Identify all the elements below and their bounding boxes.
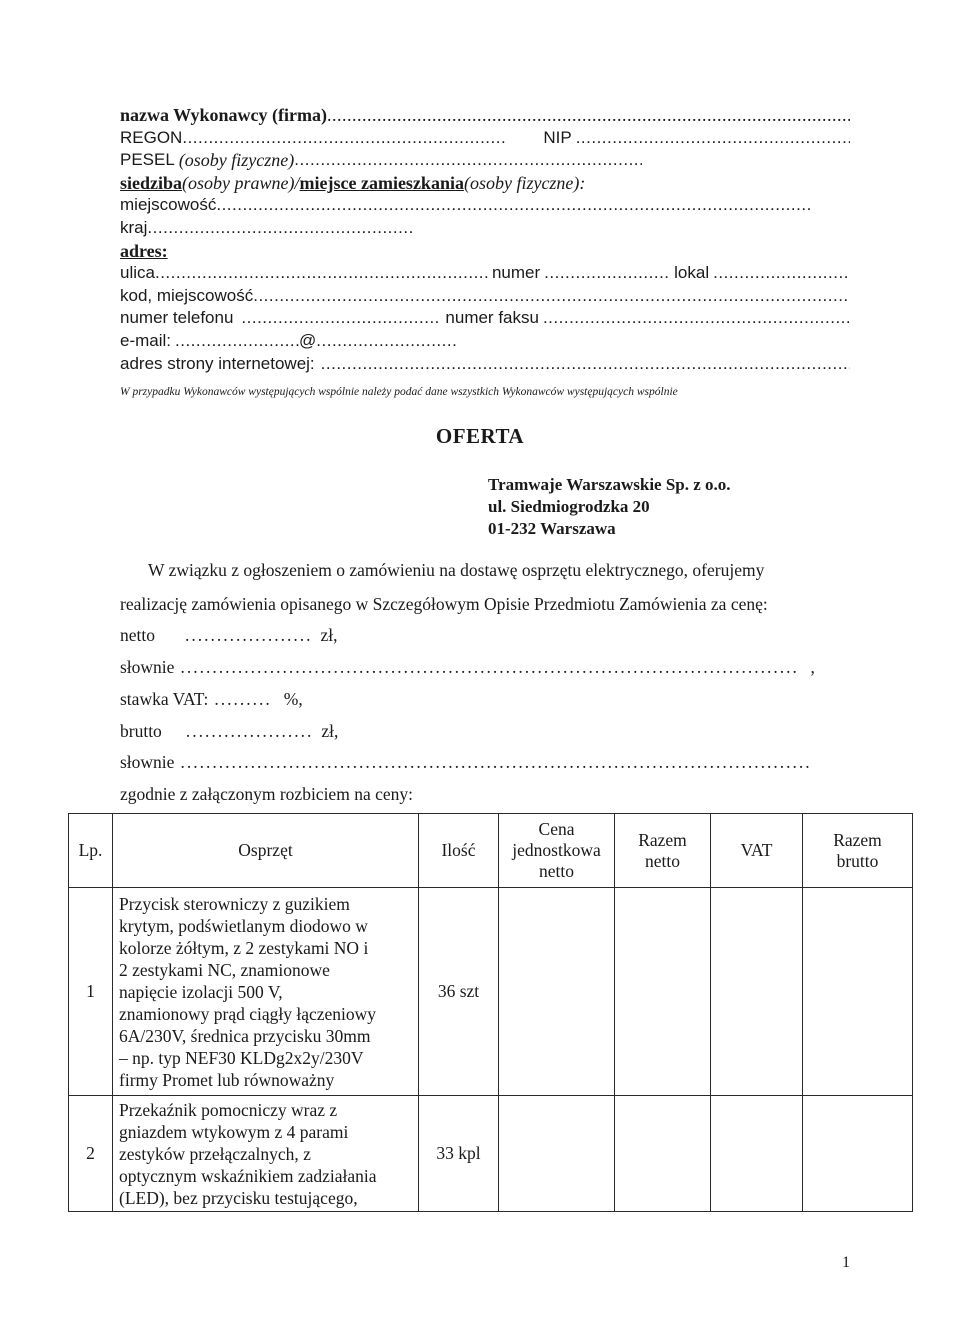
row-2-total-net[interactable]: [615, 1096, 711, 1212]
th-qty: Ilość: [419, 814, 499, 888]
row-1-desc-line: Przycisk sterowniczy z guzikiem: [119, 893, 350, 914]
pesel-label: PESEL: [120, 150, 175, 170]
email-row: [120, 330, 456, 353]
words-fill-1[interactable]: .................................................................................................: [180, 657, 799, 677]
email-label: e-mail:: [120, 330, 172, 350]
row-2-desc-line: Przekaźnik pomocniczy wraz z: [119, 1099, 338, 1120]
seat-label: siedziba: [120, 172, 183, 193]
pesel-note: (osoby fizyczne): [178, 150, 295, 171]
city-fill[interactable]: [216, 194, 810, 217]
www-fill[interactable]: [321, 353, 850, 376]
page-number: 1: [842, 1254, 850, 1271]
nip-fill[interactable]: [576, 127, 850, 150]
row-1-desc-line: firmy Promet lub równoważny: [119, 1069, 335, 1090]
words-label-2: słownie: [120, 752, 175, 772]
th-total-net-2: netto: [645, 850, 680, 871]
vat-fill[interactable]: .........: [214, 689, 272, 709]
row-1-desc-line: kolorze żółtym, z 2 zestykami NO i: [119, 937, 369, 958]
recipient-city: 01-232 Warszawa: [488, 519, 616, 538]
fax-label: numer faksu: [445, 308, 539, 328]
row-1-desc-line: – np. typ NEF30 KLDg2x2y/230V: [119, 1047, 364, 1068]
phone-label: numer telefonu: [120, 308, 234, 328]
seat-row: [120, 172, 850, 195]
email-fill-user[interactable]: [175, 330, 299, 353]
postal-row: [120, 285, 850, 308]
address-row: [120, 240, 850, 263]
postal-label: kod, miejscowość: [120, 285, 254, 305]
row-2-lp: 2: [69, 1096, 113, 1212]
offer-paragraph-2: realizację zamówienia opisanego w Szczegółowym Opisie Przedmiotu Zamówienia za cenę:: [120, 594, 768, 614]
netto-row: [120, 625, 338, 646]
row-2-qty: 33 kpl: [419, 1096, 499, 1212]
brutto-fill[interactable]: ....................: [185, 721, 314, 741]
phone-fill[interactable]: [241, 307, 441, 330]
city-row: [120, 194, 810, 217]
row-1-desc-line: napięcie izolacji 500 V,: [119, 981, 283, 1002]
row-1-lp: 1: [69, 888, 113, 1096]
company-row: [120, 104, 850, 127]
offer-title: OFERTA: [435, 424, 525, 448]
th-unit-price: [499, 814, 615, 888]
row-2-desc-line: optycznym wskaźnikiem zadziałania: [119, 1165, 377, 1186]
th-unit-price-2: jednostkowa: [512, 840, 601, 860]
table-header-row: [69, 814, 913, 888]
brutto-row: [120, 721, 338, 742]
street-row: [120, 262, 850, 285]
recipient-street: ul. Siedmiogrodzka 20: [488, 497, 650, 516]
nip-label: NIP: [543, 127, 572, 147]
seat-note-2: (osoby fizyczne):: [463, 172, 586, 193]
row-1-desc-line: znamionowy prąd ciągły łączeniowy: [119, 1003, 377, 1024]
th-item: Osprzęt: [113, 814, 419, 888]
row-1-unit-price[interactable]: [499, 888, 615, 1096]
words-row-1: [120, 657, 815, 678]
th-total-gross-2: brutto: [836, 850, 879, 871]
company-fill[interactable]: [327, 104, 850, 127]
regon-label: REGON: [120, 127, 183, 147]
th-total-gross: [803, 814, 913, 888]
regon-nip-row: [120, 127, 850, 150]
pesel-fill[interactable]: [294, 149, 642, 172]
table-row: [69, 1096, 913, 1212]
th-unit-price-3: netto: [539, 861, 574, 881]
row-1-desc-line: 6A/230V, średnica przycisku 30mm: [119, 1025, 371, 1046]
brutto-currency: zł,: [321, 721, 339, 741]
country-label: kraj: [120, 217, 148, 237]
th-unit-price-1: Cena: [538, 819, 575, 839]
row-2-unit-price[interactable]: [499, 1096, 615, 1212]
address-label: adres:: [120, 240, 168, 261]
vat-label: stawka VAT:: [120, 689, 209, 709]
postal-fill[interactable]: [253, 285, 850, 308]
vat-unit: %,: [283, 689, 303, 709]
th-lp: Lp.: [69, 814, 113, 888]
www-row: [120, 353, 850, 376]
apt-fill[interactable]: [713, 262, 850, 285]
row-2-desc: [113, 1096, 419, 1212]
number-label: numer: [491, 263, 541, 283]
breakdown-row: [120, 784, 413, 805]
words-fill-2[interactable]: ...................................................................................................: [180, 752, 812, 772]
seat-note-1: (osoby prawne)/: [182, 172, 300, 193]
table-row: [69, 888, 913, 1096]
row-1-desc: [113, 888, 419, 1096]
offer-paragraph-1: W związku z ogłoszeniem o zamówieniu na dostawę osprzętu elektrycznego, oferujemy: [148, 560, 765, 580]
recipient-address: [488, 474, 731, 540]
th-total-gross-1: Razem: [833, 829, 882, 850]
row-1-total-gross[interactable]: [803, 888, 913, 1096]
price-breakdown-table: [68, 813, 913, 1212]
netto-fill[interactable]: ....................: [185, 625, 313, 645]
th-total-net: [615, 814, 711, 888]
recipient-name: Tramwaje Warszawskie Sp. z o.o.: [488, 475, 731, 494]
netto-label: netto: [120, 625, 155, 645]
apt-label: lokal: [674, 263, 710, 283]
residence-label: miejsce zamieszkania: [299, 172, 464, 193]
number-fill[interactable]: [544, 262, 670, 285]
row-2-total-gross[interactable]: [803, 1096, 913, 1212]
regon-fill[interactable]: [182, 127, 507, 150]
breakdown-label: zgodnie z załączonym rozbiciem na ceny:: [120, 784, 413, 804]
words-label-1: słownie: [120, 657, 175, 677]
row-2-desc-line: zestyków przełączalnych, z: [119, 1143, 311, 1164]
email-at: @: [299, 330, 317, 350]
th-vat: VAT: [711, 814, 803, 888]
phone-fax-row: [120, 307, 850, 330]
row-2-desc-line: gniazdem wtykowym z 4 parami: [119, 1121, 349, 1142]
row-1-vat[interactable]: [711, 888, 803, 1096]
country-fill[interactable]: [147, 217, 412, 240]
row-2-desc-line: (LED), bez przycisku testującego,: [119, 1187, 358, 1208]
row-2-vat[interactable]: [711, 1096, 803, 1212]
street-label: ulica: [120, 263, 155, 283]
street-fill[interactable]: [155, 262, 488, 285]
fax-fill[interactable]: [543, 307, 850, 330]
www-label: adres strony internetowej:: [120, 353, 315, 373]
company-label: nazwa Wykonawcy (firma): [120, 105, 327, 125]
country-row: [120, 217, 412, 240]
pesel-row: [120, 149, 850, 172]
city-label: miejscowość: [120, 195, 217, 215]
row-1-total-net[interactable]: [615, 888, 711, 1096]
brutto-label: brutto: [120, 721, 162, 741]
email-fill-domain[interactable]: [316, 330, 456, 353]
row-1-desc-line: krytym, podświetlanym diodowo w: [119, 915, 368, 936]
joint-contractors-note: W przypadku Wykonawców występujących wspólnie należy podać dane wszystkich Wykonawców występujących wspólnie: [120, 386, 678, 398]
row-1-qty: 36 szt: [419, 888, 499, 1096]
row-1-desc-line: 2 zestykami NC, znamionowe: [119, 959, 330, 980]
words-row-2: [120, 752, 820, 773]
words-end-1: ,: [810, 657, 815, 677]
netto-currency: zł,: [320, 625, 338, 645]
th-total-net-1: Razem: [638, 829, 687, 850]
contractor-header: [120, 104, 850, 375]
vat-row: [120, 689, 303, 710]
